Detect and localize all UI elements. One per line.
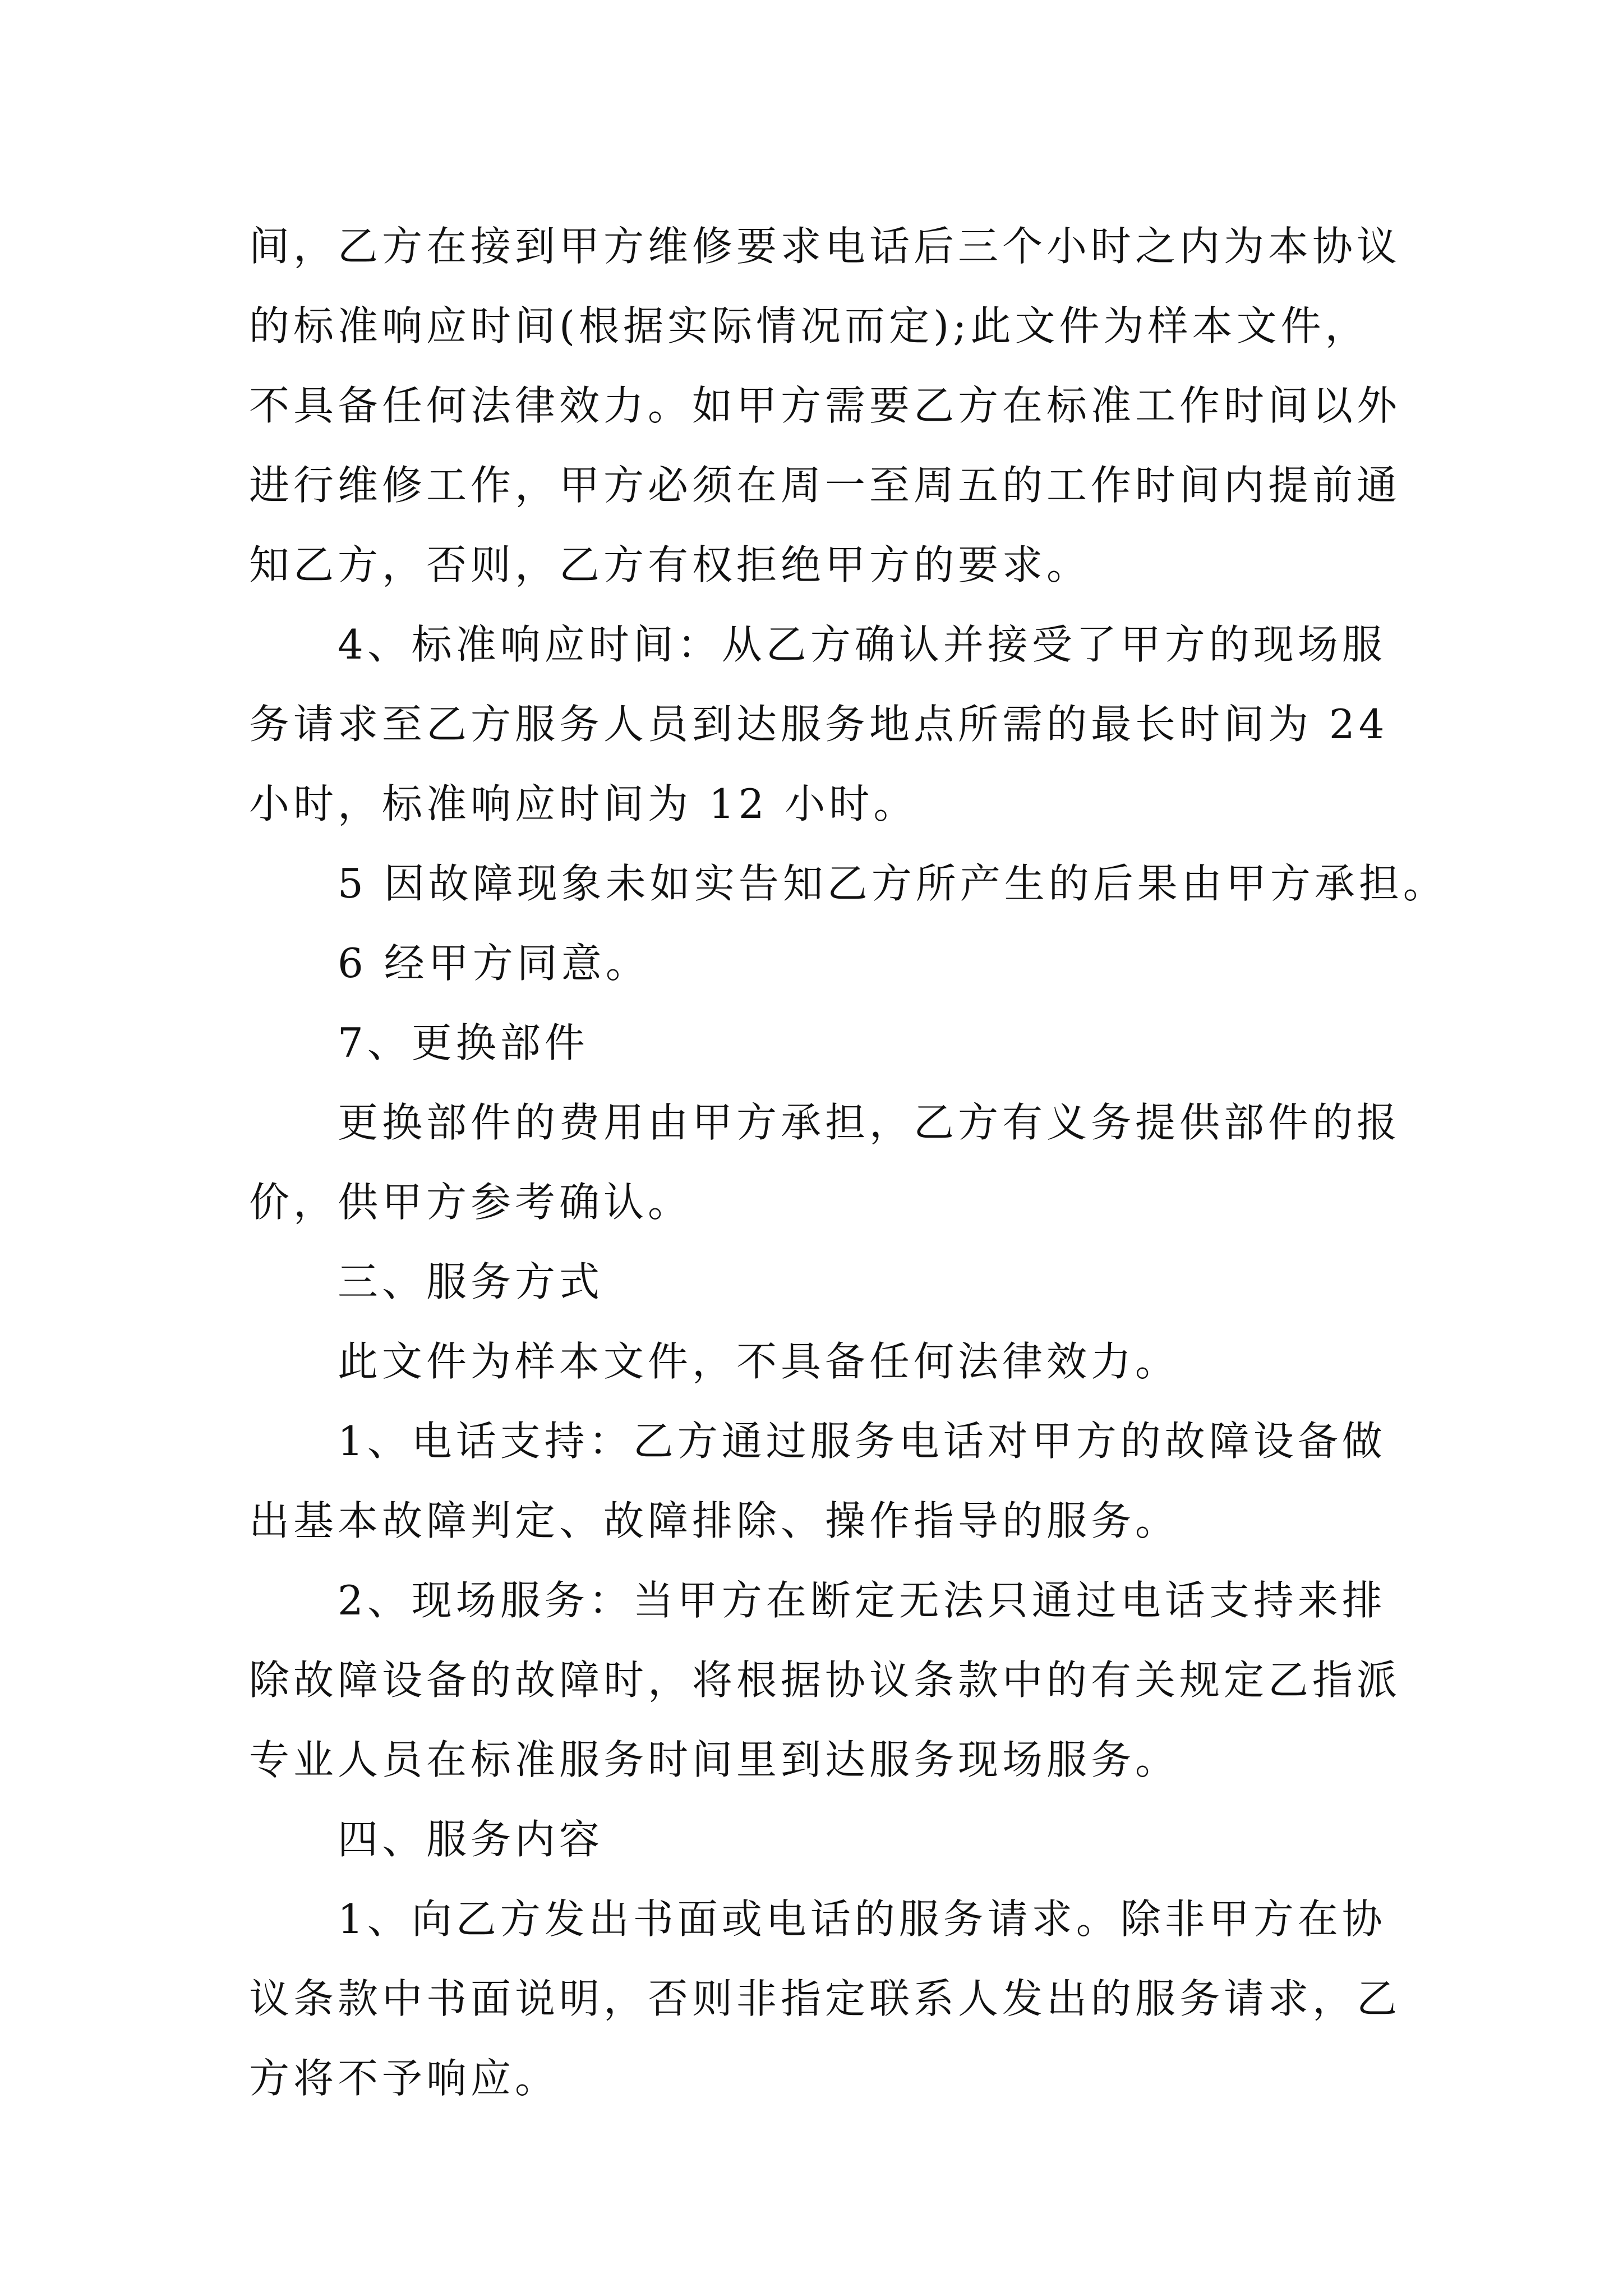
paragraph: [249, 1879, 1427, 2118]
paragraph: [249, 844, 1447, 923]
paragraph: [249, 1003, 1427, 1083]
text-line: 知乙方，否则，乙方有权拒绝甲方的要求。: [249, 541, 1091, 588]
text-line: 出基本故障判定、故障排除、操作指导的服务。: [249, 1497, 1180, 1544]
text-line: 更换部件的费用由甲方承担，乙方有义务提供部件的报: [338, 1099, 1401, 1146]
text-line: 5 因故障现象未如实告知乙方所产生的后果由甲方承担。: [338, 860, 1447, 907]
paragraph: [249, 1401, 1427, 1561]
paragraph: [249, 206, 1427, 605]
text-line: 价，供甲方参考确认。: [249, 1179, 693, 1226]
paragraph: [249, 1242, 1427, 1322]
text-line: 进行维修工作，甲方必须在周一至周五的工作时间内提前通: [249, 462, 1401, 509]
text-line: 此文件为样本文件，不具备任何法律效力。: [338, 1338, 1180, 1385]
document-body: [249, 206, 1447, 2118]
text-line: 专业人员在标准服务时间里到达服务现场服务。: [249, 1736, 1180, 1783]
paragraph: [249, 1322, 1427, 1401]
text-line: 务请求至乙方服务人员到达服务地点所需的最长时间为 24: [249, 701, 1389, 748]
text-line: 的标准响应时间(根据实际情况而定);此文件为样本文件，: [249, 302, 1370, 349]
text-line: 方将不予响应。: [249, 2055, 560, 2102]
text-line: 6 经甲方同意。: [338, 940, 650, 987]
text-line: 小时，标准响应时间为 12 小时。: [249, 780, 918, 827]
text-line: 不具备任何法律效力。如甲方需要乙方在标准工作时间以外: [249, 382, 1401, 429]
text-line: 1、向乙方发出书面或电话的服务请求。除非甲方在协: [338, 1895, 1386, 1943]
text-line: 4、标准响应时间：从乙方确认并接受了甲方的现场服: [338, 621, 1386, 668]
text-line: 议条款中书面说明，否则非指定联系人发出的服务请求，乙: [249, 1975, 1401, 2022]
text-line: 四、服务内容: [338, 1816, 604, 1863]
paragraph: [249, 605, 1427, 844]
text-line: 间，乙方在接到甲方维修要求电话后三个小时之内为本协议: [249, 223, 1401, 270]
text-line: 三、服务方式: [338, 1258, 604, 1305]
text-line: 除故障设备的故障时，将根据协议条款中的有关规定乙指派: [249, 1657, 1401, 1704]
text-line: 7、更换部件: [338, 1019, 589, 1066]
text-line: 2、现场服务：当甲方在断定无法只通过电话支持来排: [338, 1577, 1386, 1624]
paragraph: [249, 1561, 1427, 1800]
paragraph: [249, 923, 1427, 1003]
paragraph: [249, 1083, 1427, 1242]
paragraph: [249, 1800, 1427, 1879]
text-line: 1、电话支持：乙方通过服务电话对甲方的故障设备做: [338, 1418, 1386, 1465]
